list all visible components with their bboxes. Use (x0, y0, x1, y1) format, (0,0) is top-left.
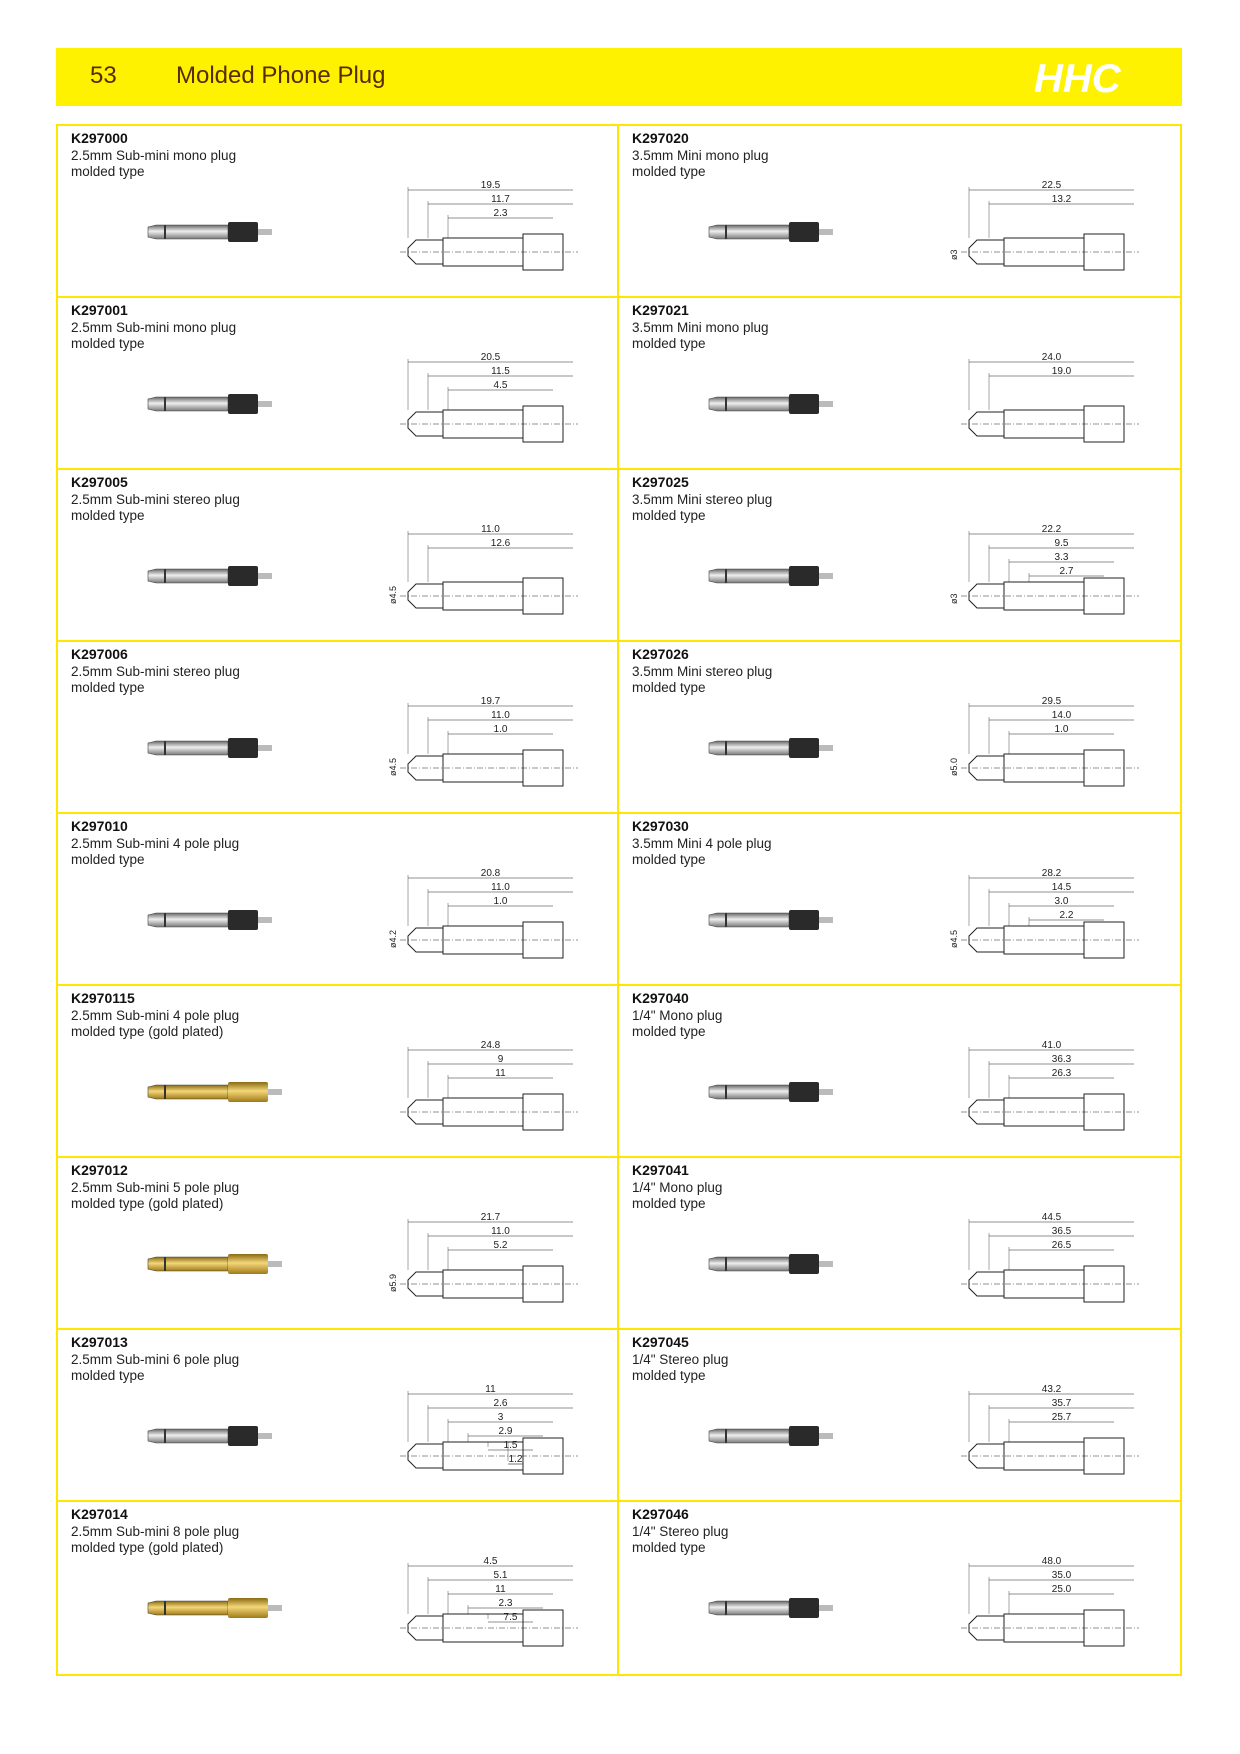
page-number: 53 (90, 62, 117, 89)
product-type: 2.5mm Sub-mini 6 pole plug (71, 1352, 240, 1367)
dimension-label: 11.0 (491, 710, 510, 721)
product-description (632, 836, 772, 868)
dimension-drawing (949, 864, 1149, 979)
product-code: K297000 (71, 130, 128, 146)
dimension-label: 43.2 (1041, 1384, 1062, 1395)
product-type: 3.5mm Mini stereo plug (632, 492, 773, 507)
product-type: 2.5mm Sub-mini mono plug (71, 320, 237, 335)
product-code: K297025 (632, 474, 689, 490)
product-finish-type: molded type (632, 508, 706, 523)
page-header (56, 48, 1182, 106)
dimension-drawing (949, 1208, 1149, 1323)
product-type: 1/4" Mono plug (632, 1008, 723, 1023)
dimension-label: 5.2 (493, 1240, 508, 1251)
product-finish-type: molded type (632, 1368, 706, 1383)
product-description (71, 1008, 239, 1040)
product-type: 1/4" Stereo plug (632, 1352, 729, 1367)
dimension-label: 3 (497, 1412, 504, 1423)
dimension-drawing (388, 1208, 588, 1323)
product-type: 1/4" Stereo plug (632, 1524, 729, 1539)
product-description (632, 1352, 728, 1384)
plug-photo (138, 730, 288, 766)
dimension-label: 4.5 (493, 380, 508, 391)
product-finish-type: molded type (71, 336, 145, 351)
product-description (632, 1008, 722, 1040)
svg-text:HHC: HHC (1034, 57, 1121, 98)
dimension-label: 19.0 (1051, 366, 1072, 377)
dimension-label: 11.5 (491, 366, 510, 377)
product-code: K297026 (632, 646, 689, 662)
product-finish-type: molded type (71, 1368, 145, 1383)
product-finish-type: molded type (632, 680, 706, 695)
product-cell (58, 814, 619, 986)
product-code: K297046 (632, 1506, 689, 1522)
dimension-label: 13.2 (1051, 194, 1072, 205)
dimension-label: 2.7 (1059, 566, 1074, 577)
product-cell (619, 1502, 1180, 1674)
diameter-label: ø5.0 (949, 757, 959, 776)
dimension-drawing (388, 176, 588, 291)
dimension-label: 25.0 (1051, 1584, 1072, 1595)
plug-photo (138, 1074, 288, 1110)
dimension-label: 24.8 (480, 1040, 501, 1051)
dimension-label: 11.0 (481, 524, 500, 535)
dimension-drawing (388, 520, 588, 635)
product-code: K297020 (632, 130, 689, 146)
dimension-label: 36.3 (1051, 1054, 1072, 1065)
dimension-label: 2.2 (1059, 910, 1074, 921)
product-code: K297006 (71, 646, 128, 662)
diameter-label: ø5.9 (388, 1273, 398, 1292)
product-code: K2970115 (71, 990, 135, 1006)
product-finish-type: molded type (632, 1024, 706, 1039)
product-type: 2.5mm Sub-mini 4 pole plug (71, 836, 240, 851)
product-finish-type: molded type (632, 336, 706, 351)
plug-photo (138, 902, 288, 938)
dimension-label: 1.0 (493, 896, 508, 907)
dimension-drawing (388, 864, 588, 979)
dimension-label: 19.5 (480, 180, 501, 191)
dimension-drawing (949, 520, 1149, 635)
dimension-drawing (949, 1552, 1149, 1667)
product-code: K297030 (632, 818, 689, 834)
dimension-label: 36.5 (1051, 1226, 1072, 1237)
plug-photo (699, 1246, 849, 1282)
plug-photo (138, 1590, 288, 1626)
product-type: 3.5mm Mini 4 pole plug (632, 836, 772, 851)
dimension-label: 11.0 (491, 1226, 510, 1237)
product-code: K297045 (632, 1334, 689, 1350)
product-type: 2.5mm Sub-mini stereo plug (71, 664, 240, 679)
diameter-label: ø4.5 (388, 585, 398, 604)
dimension-label: 19.7 (480, 696, 501, 707)
product-cell (619, 126, 1180, 298)
dimension-label: 41.0 (1041, 1040, 1062, 1051)
product-description (71, 836, 239, 868)
dimension-label: 7.5 (503, 1612, 518, 1623)
dimension-label: 2.3 (493, 208, 508, 219)
product-finish-type: molded type (gold plated) (71, 1024, 224, 1039)
product-code: K297041 (632, 1162, 689, 1178)
dimension-label: 11 (495, 1584, 506, 1595)
dimension-drawing (388, 1552, 588, 1667)
product-description (71, 1352, 239, 1384)
dimension-drawing (949, 348, 1149, 463)
dimension-label: 35.7 (1051, 1398, 1072, 1409)
product-type: 2.5mm Sub-mini 5 pole plug (71, 1180, 240, 1195)
product-description (632, 148, 769, 180)
dimension-label: 9.5 (1054, 538, 1069, 549)
plug-photo (699, 1074, 849, 1110)
plug-photo (699, 558, 849, 594)
diameter-label: ø4.5 (949, 929, 959, 948)
dimension-label: 20.8 (480, 868, 501, 879)
dimension-label: 22.5 (1041, 180, 1062, 191)
plug-photo (138, 1418, 288, 1454)
dimension-label: 48.0 (1041, 1556, 1062, 1567)
product-finish-type: molded type (71, 680, 145, 695)
product-finish-type: molded type (gold plated) (71, 1196, 224, 1211)
dimension-label: 14.0 (1051, 710, 1072, 721)
product-finish-type: molded type (71, 852, 145, 867)
product-finish-type: molded type (71, 164, 145, 179)
dimension-label: 3.0 (1054, 896, 1069, 907)
dimension-label: 25.7 (1051, 1412, 1072, 1423)
dimension-label: 24.0 (1041, 352, 1062, 363)
product-cell (619, 814, 1180, 986)
dimension-label: 11 (495, 1068, 506, 1079)
product-description (71, 664, 240, 696)
dimension-label: 4.5 (483, 1556, 498, 1567)
dimension-drawing (949, 176, 1149, 291)
dimension-label: 14.5 (1051, 882, 1072, 893)
plug-photo (138, 1246, 288, 1282)
product-description (632, 664, 772, 696)
hhc-logo (1032, 56, 1152, 98)
product-code: K297014 (71, 1506, 128, 1522)
product-finish-type: molded type (632, 164, 706, 179)
dimension-label: 3.3 (1054, 552, 1069, 563)
product-type: 3.5mm Mini stereo plug (632, 664, 773, 679)
dimension-label: 20.5 (480, 352, 501, 363)
product-cell (619, 642, 1180, 814)
diameter-label: ø3 (949, 593, 959, 604)
dimension-label: 5.1 (493, 1570, 508, 1581)
product-cell (619, 470, 1180, 642)
dimension-label: 1.0 (1054, 724, 1069, 735)
dimension-label: 1.2 (508, 1454, 523, 1465)
product-description (71, 492, 240, 524)
product-code: K297013 (71, 1334, 128, 1350)
product-type: 2.5mm Sub-mini 8 pole plug (71, 1524, 240, 1539)
dimension-label: 11 (485, 1384, 496, 1395)
plug-photo (699, 386, 849, 422)
plug-photo (699, 730, 849, 766)
product-description (71, 320, 236, 352)
dimension-label: 21.7 (480, 1212, 501, 1223)
product-cell (58, 642, 619, 814)
product-description (632, 492, 772, 524)
product-type: 1/4" Mono plug (632, 1180, 723, 1195)
dimension-label: 2.6 (493, 1398, 508, 1409)
plug-photo (699, 902, 849, 938)
dimension-label: 2.9 (498, 1426, 513, 1437)
dimension-label: 2.3 (498, 1598, 513, 1609)
plug-photo (699, 1418, 849, 1454)
product-description (632, 1180, 722, 1212)
product-description (71, 1524, 239, 1556)
dimension-label: 35.0 (1051, 1570, 1072, 1581)
dimension-label: 1.5 (503, 1440, 518, 1451)
plug-photo (138, 386, 288, 422)
product-cell (58, 1502, 619, 1674)
product-description (71, 1180, 239, 1212)
dimension-drawing (388, 1036, 588, 1151)
product-grid (56, 124, 1182, 1676)
product-code: K297010 (71, 818, 128, 834)
product-cell (58, 1158, 619, 1330)
product-cell (619, 1330, 1180, 1502)
dimension-drawing (388, 1380, 588, 1495)
dimension-label: 26.5 (1051, 1240, 1072, 1251)
dimension-drawing (949, 692, 1149, 807)
product-code: K297001 (71, 302, 128, 318)
dimension-label: 28.2 (1041, 868, 1062, 879)
product-description (632, 1524, 728, 1556)
product-type: 3.5mm Mini mono plug (632, 320, 769, 335)
dimension-drawing (949, 1036, 1149, 1151)
product-description (632, 320, 769, 352)
product-finish-type: molded type (gold plated) (71, 1540, 224, 1555)
plug-photo (699, 214, 849, 250)
product-type: 2.5mm Sub-mini mono plug (71, 148, 237, 163)
product-type: 2.5mm Sub-mini stereo plug (71, 492, 240, 507)
product-type: 3.5mm Mini mono plug (632, 148, 769, 163)
product-cell (58, 470, 619, 642)
product-code: K297040 (632, 990, 689, 1006)
product-finish-type: molded type (71, 508, 145, 523)
dimension-label: 44.5 (1041, 1212, 1062, 1223)
product-cell (619, 1158, 1180, 1330)
product-code: K297021 (632, 302, 689, 318)
product-cell (58, 986, 619, 1158)
product-code: K297012 (71, 1162, 128, 1178)
dimension-drawing (388, 348, 588, 463)
dimension-label: 12.6 (490, 538, 511, 549)
dimension-drawing (388, 692, 588, 807)
dimension-label: 1.0 (493, 724, 508, 735)
dimension-label: 26.3 (1051, 1068, 1072, 1079)
dimension-label: 11.0 (491, 882, 510, 893)
plug-photo (699, 1590, 849, 1626)
product-type: 2.5mm Sub-mini 4 pole plug (71, 1008, 240, 1023)
product-description (71, 148, 236, 180)
product-finish-type: molded type (632, 1196, 706, 1211)
diameter-label: ø4.2 (388, 929, 398, 948)
product-finish-type: molded type (632, 1540, 706, 1555)
dimension-label: 11.7 (491, 194, 510, 205)
product-cell (619, 986, 1180, 1158)
product-cell (619, 298, 1180, 470)
product-code: K297005 (71, 474, 128, 490)
page-title: Molded Phone Plug (176, 62, 386, 89)
dimension-label: 22.2 (1041, 524, 1062, 535)
diameter-label: ø4.5 (388, 757, 398, 776)
product-cell (58, 1330, 619, 1502)
product-cell (58, 126, 619, 298)
product-finish-type: molded type (632, 852, 706, 867)
plug-photo (138, 214, 288, 250)
dimension-label: 9 (497, 1054, 504, 1065)
dimension-drawing (949, 1380, 1149, 1495)
diameter-label: ø3 (949, 249, 959, 260)
dimension-label: 29.5 (1041, 696, 1062, 707)
plug-photo (138, 558, 288, 594)
product-cell (58, 298, 619, 470)
